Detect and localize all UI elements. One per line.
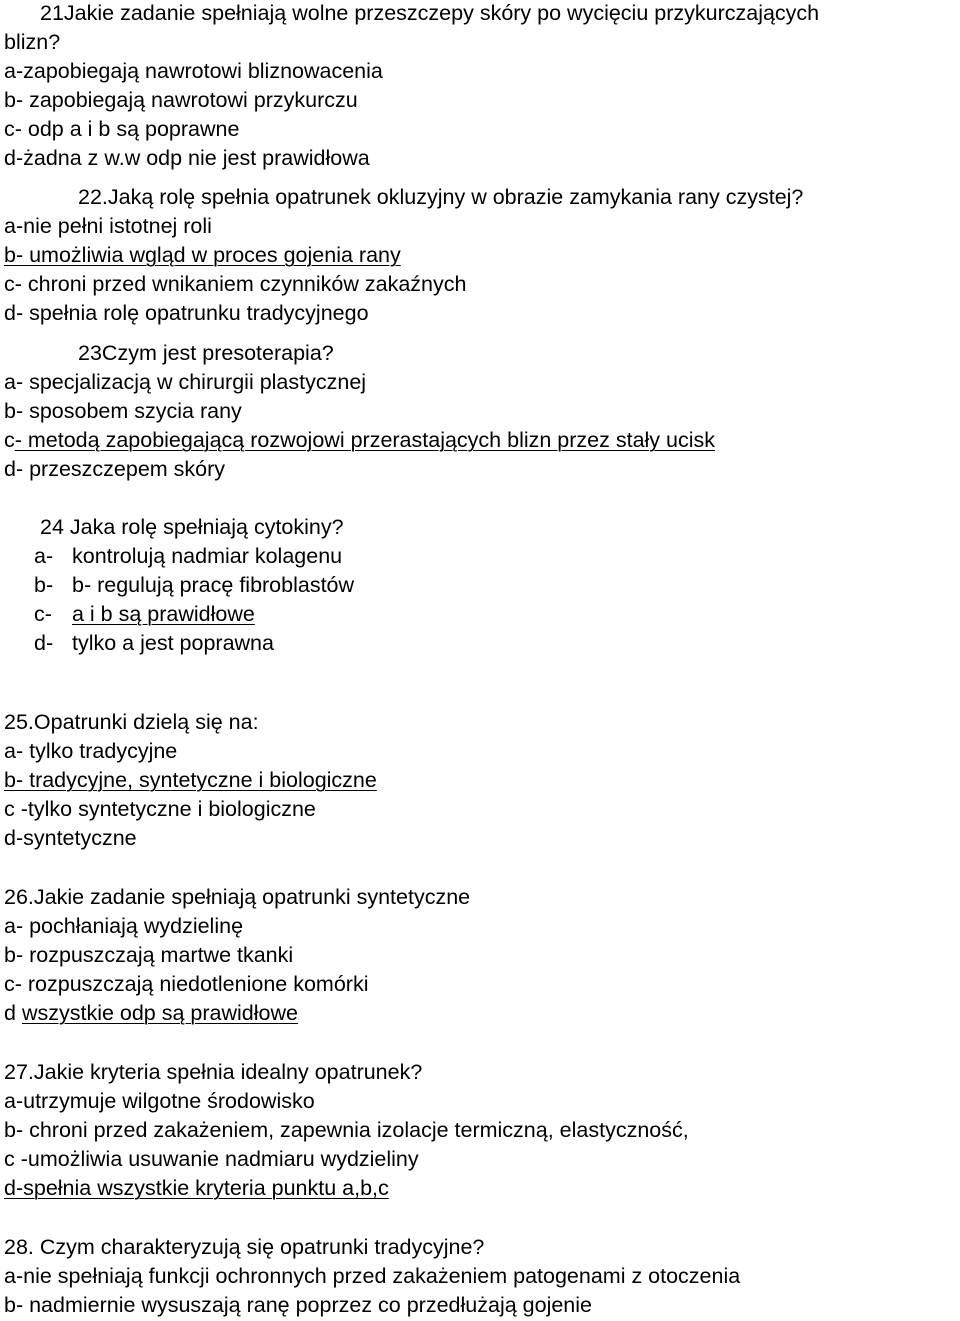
question-24-answer-b: b- regulują pracę fibroblastów bbox=[72, 573, 355, 597]
question-27-answer-a: a-utrzymuje wilgotne środowisko bbox=[4, 1089, 315, 1113]
question-23-title: 23Czym jest presoterapia? bbox=[78, 341, 334, 365]
question-26-answer-d-letter: d bbox=[4, 1001, 22, 1025]
question-28-answer-b: b- nadmiernie wysuszają ranę poprzez co przedłużają gojenie bbox=[4, 1293, 592, 1317]
question-24-title: 24 Jaka rolę spełniają cytokiny? bbox=[40, 515, 344, 539]
question-24-answer-a-letter: a- bbox=[34, 544, 54, 568]
question-26-answer-c: c- rozpuszczają niedotlenione komórki bbox=[4, 972, 369, 996]
question-27-answer-c: c -umożliwia usuwanie nadmiaru wydzieliny bbox=[4, 1147, 419, 1171]
question-23-answer-c-text: - metodą zapobiegającą rozwojowi przerastających blizn przez stały ucisk bbox=[14, 428, 716, 452]
question-25-answer-a: a- tylko tradycyjne bbox=[4, 739, 178, 763]
question-21-answer-a: a-zapobiegają nawrotowi bliznowacenia bbox=[4, 59, 383, 83]
question-21-answer-d: d-żadna z w.w odp nie jest prawidłowa bbox=[4, 146, 370, 170]
question-27-answer-b: b- chroni przed zakażeniem, zapewnia izolacje termiczną, elastyczność, bbox=[4, 1118, 689, 1142]
question-26-answer-d-text: wszystkie odp są prawidłowe bbox=[21, 1001, 298, 1025]
question-21-title-line2: blizn? bbox=[4, 30, 61, 54]
question-28-title: 28. Czym charakteryzują się opatrunki tradycyjne? bbox=[4, 1235, 485, 1259]
question-22-answer-d: d- spełnia rolę opatrunku tradycyjnego bbox=[4, 301, 369, 325]
question-25-answer-b: b- tradycyjne, syntetyczne i biologiczne bbox=[4, 768, 377, 792]
question-26-title: 26.Jakie zadanie spełniają opatrunki syntetyczne bbox=[4, 885, 471, 909]
question-22-title: 22.Jaką rolę spełnia opatrunek okluzyjny w obrazie zamykania rany czystej? bbox=[78, 185, 804, 209]
question-24-answer-a: kontrolują nadmiar kolagenu bbox=[72, 544, 343, 568]
question-22-answer-a: a-nie pełni istotnej roli bbox=[4, 214, 212, 238]
question-24-answer-c-letter: c- bbox=[34, 602, 52, 626]
question-25-answer-d: d-syntetyczne bbox=[4, 826, 137, 850]
question-26-answer-d bbox=[4, 1000, 298, 1026]
question-23-answer-d: d- przeszczepem skóry bbox=[4, 457, 226, 481]
question-23-answer-c bbox=[4, 427, 715, 453]
question-24-answer-d-letter: d- bbox=[34, 631, 54, 655]
question-25-title: 25.Opatrunki dzielą się na: bbox=[4, 710, 259, 734]
question-28-answer-a: a-nie spełniają funkcji ochronnych przed zakażeniem patogenami z otoczenia bbox=[4, 1264, 741, 1288]
question-21-answer-b: b- zapobiegają nawrotowi przykurczu bbox=[4, 88, 358, 112]
question-27-title: 27.Jakie kryteria spełnia idealny opatrunek? bbox=[4, 1060, 423, 1084]
question-21-answer-c: c- odp a i b są poprawne bbox=[4, 117, 240, 141]
question-23-answer-a: a- specjalizacją w chirurgii plastycznej bbox=[4, 370, 367, 394]
question-22-answer-c: c- chroni przed wnikaniem czynników zakaźnych bbox=[4, 272, 467, 296]
question-23-answer-b: b- sposobem szycia rany bbox=[4, 399, 242, 423]
question-24-answer-c: a i b są prawidłowe bbox=[72, 602, 255, 626]
question-23-answer-c-letter: c bbox=[4, 428, 15, 452]
question-25-answer-c: c -tylko syntetyczne i biologiczne bbox=[4, 797, 316, 821]
question-22-answer-b: b- umożliwia wgląd w proces gojenia rany bbox=[4, 243, 401, 267]
question-26-answer-b: b- rozpuszczają martwe tkanki bbox=[4, 943, 294, 967]
question-26-answer-a: a- pochłaniają wydzielinę bbox=[4, 914, 244, 938]
question-21-title-line1: 21Jakie zadanie spełniają wolne przeszczepy skóry po wycięciu przykurczających bbox=[40, 1, 820, 25]
question-24-answer-d: tylko a jest poprawna bbox=[72, 631, 274, 655]
question-27-answer-d: d-spełnia wszystkie kryteria punktu a,b,c bbox=[4, 1176, 389, 1200]
question-24-answer-b-letter: b- bbox=[34, 573, 54, 597]
